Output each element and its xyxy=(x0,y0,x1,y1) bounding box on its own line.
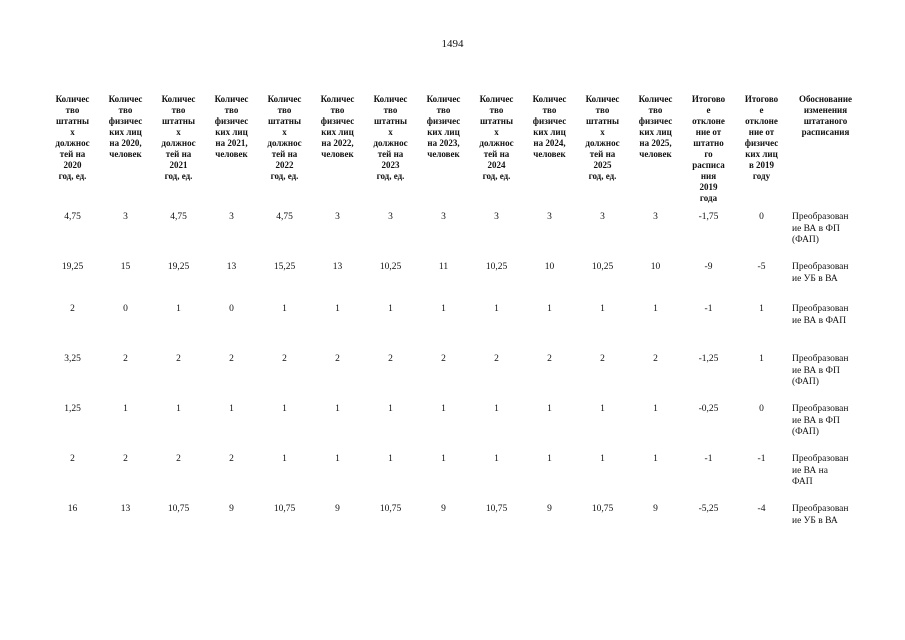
value-cell: 2 xyxy=(123,354,128,364)
value-cell: 1 xyxy=(388,404,393,414)
table-row xyxy=(46,504,863,538)
value-cell: 3 xyxy=(335,212,340,222)
value-cell: 19,25 xyxy=(167,262,190,272)
value-cell: 2 xyxy=(335,354,340,364)
header-cell: Итогово е отклоне ние от физичес ких лиц в 2019 году xyxy=(744,94,779,181)
value-cell: 16 xyxy=(67,504,78,514)
value-cell: 2 xyxy=(441,354,446,364)
value-cell: 2 xyxy=(653,354,658,364)
value-cell: 1 xyxy=(282,304,287,314)
value-cell: 15,25 xyxy=(273,262,296,272)
value-cell: 1 xyxy=(388,454,393,464)
value-cell: 10,25 xyxy=(591,262,614,272)
value-cell: 2 xyxy=(600,354,605,364)
value-cell: 3 xyxy=(123,212,128,222)
value-cell: 1 xyxy=(335,304,340,314)
value-cell: -4 xyxy=(757,504,766,514)
value-cell: -5,25 xyxy=(698,504,719,514)
justification-cell: Преобразован ие ВА в ФП (ФАП) xyxy=(792,212,849,245)
value-cell: 1 xyxy=(176,304,181,314)
value-cell: -1 xyxy=(704,304,713,314)
value-cell: 1 xyxy=(282,454,287,464)
table-row xyxy=(46,262,863,304)
staffing-table xyxy=(46,94,863,538)
value-cell: 1 xyxy=(547,454,552,464)
table-row xyxy=(46,304,863,354)
value-cell: 10,75 xyxy=(273,504,296,514)
value-cell: 13 xyxy=(120,504,131,514)
header-cell: Количес тво штатны х должнос тей на 2023 год, ед. xyxy=(373,94,408,181)
value-cell: 1 xyxy=(653,404,658,414)
value-cell: 0 xyxy=(229,304,234,314)
value-cell: -1 xyxy=(757,454,766,464)
value-cell: 1 xyxy=(123,404,128,414)
value-cell: 13 xyxy=(332,262,343,272)
header-cell: Итогово е отклоне ние от штатно го расписа ния 2019 года xyxy=(691,94,726,203)
value-cell: 1 xyxy=(441,454,446,464)
value-cell: 10,75 xyxy=(591,504,614,514)
value-cell: 2 xyxy=(282,354,287,364)
value-cell: 11 xyxy=(438,262,449,272)
value-cell: 1 xyxy=(494,454,499,464)
header-cell: Количес тво физичес ких лиц на 2021, человек xyxy=(214,94,249,159)
justification-cell: Преобразован ие ВА в ФП (ФАП) xyxy=(792,354,849,387)
value-cell: 1 xyxy=(229,404,234,414)
value-cell: 10 xyxy=(650,262,661,272)
value-cell: 2 xyxy=(229,454,234,464)
value-cell: 1 xyxy=(282,404,287,414)
table-row xyxy=(46,212,863,262)
table-row xyxy=(46,454,863,504)
header-cell: Количес тво физичес ких лиц на 2022, человек xyxy=(320,94,355,159)
value-cell: 2 xyxy=(176,454,181,464)
value-cell: 9 xyxy=(229,504,234,514)
header-cell: Количес тво штатны х должнос тей на 2020 год, ед. xyxy=(55,94,90,181)
value-cell: 15 xyxy=(120,262,131,272)
value-cell: 9 xyxy=(441,504,446,514)
value-cell: 1 xyxy=(494,404,499,414)
value-cell: 1 xyxy=(600,454,605,464)
header-cell: Количес тво штатны х должнос тей на 2025 год, ед. xyxy=(585,94,620,181)
value-cell: 0 xyxy=(759,212,764,222)
value-cell: 2 xyxy=(176,354,181,364)
value-cell: 3 xyxy=(441,212,446,222)
justification-cell: Преобразован ие ВА на ФАП xyxy=(792,454,849,487)
value-cell: 1 xyxy=(600,404,605,414)
justification-cell: Преобразован ие УБ в ВА xyxy=(792,262,849,284)
value-cell: 3 xyxy=(653,212,658,222)
value-cell: 3 xyxy=(388,212,393,222)
header-cell: Обоснование изменения штатаного расписания xyxy=(798,94,853,137)
value-cell: 1 xyxy=(388,304,393,314)
value-cell: 2 xyxy=(70,454,75,464)
value-cell: 2 xyxy=(123,454,128,464)
value-cell: 1,25 xyxy=(64,404,81,414)
header-cell: Количес тво физичес ких лиц на 2025, человек xyxy=(638,94,673,159)
value-cell: 19,25 xyxy=(61,262,84,272)
value-cell: 1 xyxy=(653,454,658,464)
value-cell: 1 xyxy=(759,304,764,314)
value-cell: 10,75 xyxy=(485,504,508,514)
value-cell: 2 xyxy=(229,354,234,364)
value-cell: 0 xyxy=(759,404,764,414)
value-cell: 10,25 xyxy=(485,262,508,272)
header-cell: Количес тво штатны х должнос тей на 2024 год, ед. xyxy=(479,94,514,181)
table-row xyxy=(46,404,863,454)
header-cell: Количес тво штатны х должнос тей на 2022 год, ед. xyxy=(267,94,302,181)
value-cell: -1,25 xyxy=(698,354,719,364)
value-cell: 1 xyxy=(494,304,499,314)
value-cell: 1 xyxy=(441,404,446,414)
value-cell: 1 xyxy=(547,304,552,314)
value-cell: 10,75 xyxy=(379,504,402,514)
value-cell: -5 xyxy=(757,262,766,272)
value-cell: 10 xyxy=(544,262,555,272)
value-cell: -1,75 xyxy=(698,212,719,222)
value-cell: 1 xyxy=(653,304,658,314)
value-cell: 9 xyxy=(653,504,658,514)
header-cell: Количес тво физичес ких лиц на 2020, человек xyxy=(108,94,143,159)
value-cell: 9 xyxy=(335,504,340,514)
value-cell: 3 xyxy=(494,212,499,222)
value-cell: 13 xyxy=(226,262,237,272)
value-cell: 1 xyxy=(335,404,340,414)
value-cell: 10,25 xyxy=(379,262,402,272)
header-cell: Количес тво штатны х должнос тей на 2021 год, ед. xyxy=(161,94,196,181)
value-cell: 2 xyxy=(388,354,393,364)
justification-cell: Преобразован ие УБ в ВА xyxy=(792,504,849,526)
header-row xyxy=(46,94,863,212)
value-cell: 2 xyxy=(494,354,499,364)
value-cell: 3,25 xyxy=(64,354,81,364)
value-cell: 1 xyxy=(547,404,552,414)
value-cell: 1 xyxy=(335,454,340,464)
justification-cell: Преобразован ие ВА в ФАП xyxy=(792,304,849,326)
value-cell: 2 xyxy=(70,304,75,314)
value-cell: -9 xyxy=(704,262,713,272)
value-cell: 4,75 xyxy=(170,212,187,222)
value-cell: 1 xyxy=(600,304,605,314)
value-cell: 2 xyxy=(547,354,552,364)
value-cell: 4,75 xyxy=(64,212,81,222)
value-cell: -0,25 xyxy=(698,404,719,414)
value-cell: 1 xyxy=(759,354,764,364)
value-cell: 4,75 xyxy=(276,212,293,222)
value-cell: 3 xyxy=(547,212,552,222)
justification-cell: Преобразован ие ВА в ФП (ФАП) xyxy=(792,404,849,437)
value-cell: 9 xyxy=(547,504,552,514)
value-cell: 3 xyxy=(229,212,234,222)
value-cell: 10,75 xyxy=(167,504,190,514)
value-cell: 1 xyxy=(441,304,446,314)
header-cell: Количес тво физичес ких лиц на 2024, человек xyxy=(532,94,567,159)
page-number: 1494 xyxy=(441,38,464,50)
value-cell: 1 xyxy=(176,404,181,414)
value-cell: 0 xyxy=(123,304,128,314)
header-cell: Количес тво физичес ких лиц на 2023, человек xyxy=(426,94,461,159)
table-row xyxy=(46,354,863,404)
value-cell: -1 xyxy=(704,454,713,464)
value-cell: 3 xyxy=(600,212,605,222)
